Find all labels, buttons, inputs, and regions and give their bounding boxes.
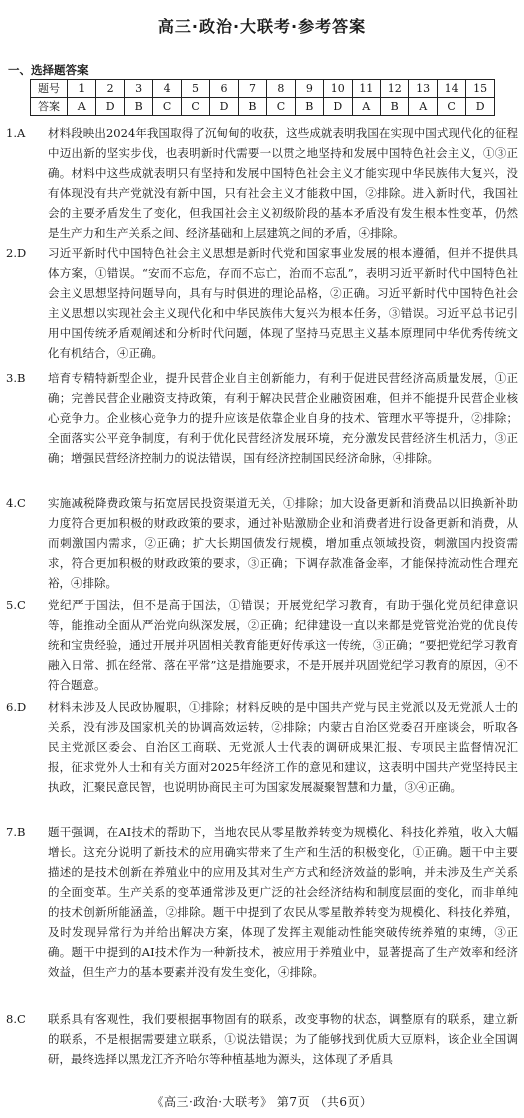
page-footer: 《高三·政治·大联考》 第7页 （共6页） [151, 1095, 373, 1109]
explanation-item [6, 822, 518, 982]
item-text: 材料段映出2024年我国取得了沉甸甸的收获，这些成就表明我国在实现中国式现代化的征程中迈出新的坚实步伐，也表明新时代需要一以贯之地坚持和发展中国特色社会主义，①③正确。材料中这些成就表明只有坚持和发展中国特色社会主义才能实现中华民族伟大复兴，没有体现没有共产党就没有新中国，只有社会主义才能救中国，②排除。进入新时代，我国社会的主要矛盾发生了变化，但我国社会主义初级阶段的基本矛盾没有发生根本性变革，仍然是生产力和生产关系之间、经济基础和上层建筑之间的矛盾，④排除。 [48, 126, 518, 240]
question-number-row [31, 80, 495, 98]
answer-cell: C [181, 98, 209, 116]
answer-cell: D [210, 98, 238, 116]
question-number: 10 [324, 80, 352, 98]
explanation-item [6, 368, 518, 468]
question-number: 7 [238, 80, 266, 98]
explanation-item [6, 123, 518, 243]
item-number: 7.B [6, 825, 26, 839]
question-number: 14 [437, 80, 465, 98]
answer-table [30, 79, 495, 116]
question-number: 8 [267, 80, 295, 98]
item-number: 8.C [6, 1012, 26, 1026]
item-text: 实施减税降费政策与拓宽居民投资渠道无关，①排除；加大设备更新和消费品以旧换新补助力度符合更加积极的财政政策的要求，通过补贴激励企业和消费者进行设备更新和消费，从而刺激国内需求，②正确；扩大长期国债发行规模，增加重点领域投资，刺激国内投资需求，符合更加积极的财政政策的要求，③正确；下调存款准备金率，才能保持流动性合理充裕，④排除。 [48, 496, 518, 590]
answer-cell: D [466, 98, 495, 116]
question-number: 5 [181, 80, 209, 98]
explanation-item [6, 1009, 518, 1089]
question-number: 2 [96, 80, 124, 98]
answer-cell: B [124, 98, 152, 116]
item-number: 4.C [6, 496, 26, 510]
explanation-item [6, 595, 518, 695]
question-number: 3 [124, 80, 152, 98]
answer-cell: A [68, 98, 96, 116]
question-number: 13 [409, 80, 437, 98]
section-heading: 一、选择题答案 [8, 63, 89, 77]
answer-cell: C [153, 98, 181, 116]
item-text: 党纪严于国法，但不是高于国法，①错误；开展党纪学习教育，有助于强化党员纪律意识等，能推动全面从严治党向纵深发展，②正确；纪律建设一直以来都是党管党治党的优良传统和宝贵经验，通过开展并巩固相关教育能更好传承这一传统，③正确；“要把党纪学习教育融入日常、抓在经常、落在平常”这是措施要求，不是开展并巩固党纪学习教育的原因，④不符合题意。 [48, 598, 518, 692]
answer-cell: B [238, 98, 266, 116]
explanation-item [6, 697, 518, 797]
item-number: 1.A [6, 126, 26, 140]
answer-cell: C [267, 98, 295, 116]
answer-cell: B [380, 98, 408, 116]
question-number: 12 [380, 80, 408, 98]
question-number: 4 [153, 80, 181, 98]
answer-cell: C [437, 98, 465, 116]
item-text: 培育专精特新型企业，提升民营企业自主创新能力，有利于促进民营经济高质量发展，①正确；完善民营企业融资支持政策，有利于解决民营企业融资困难，但并不能提升民营企业核心竞争力。企业核心竞争力的提升应该是依靠企业自身的技术、管理水平等提升，②排除；全面落实公平竞争制度，有利于优化民营经济发展环境，充分激发民营经济生机活力，③正确；增强民营经济控制力的说法错误，国有经济控制国民经济命脉，④排除。 [48, 371, 518, 465]
answer-row [31, 98, 495, 116]
row-label-answer: 答案 [31, 98, 68, 116]
question-number: 1 [68, 80, 96, 98]
item-number: 6.D [6, 700, 27, 714]
item-number: 5.C [6, 598, 26, 612]
item-text: 联系具有客观性，我们要根据事物固有的联系，改变事物的状态，调整原有的联系，建立新的联系，不是根据需要建立联系，①说法错误；为了能够找到优质大豆原料，该企业全国调研，最终选择以黑龙江齐齐哈尔等种植基地为源头，这体现了矛盾具 [48, 1012, 518, 1066]
row-label-number: 题号 [31, 80, 68, 98]
item-number: 3.B [6, 371, 26, 385]
question-number: 15 [466, 80, 495, 98]
answer-cell: A [409, 98, 437, 116]
item-text: 习近平新时代中国特色社会主义思想是新时代党和国家事业发展的根本遵循，但并不提供具体方案，①错误。“安而不忘危，存而不忘亡，治而不忘乱”，表明习近平新时代中国特色社会主义思想坚持问题导向，具有与时俱进的理论品格，②正确。习近平新时代中国特色社会主义思想以实现社会主义现代化和中华民族伟大复兴为根本任务，③错误。习近平总书记引用中国传统矛盾观阐述和分析时代问题，体现了坚持马克思主义基本原理同中华优秀传统文化有机结合，④正确。 [48, 246, 518, 360]
item-text: 题干强调，在AI技术的帮助下，当地农民从零星散养转变为规模化、科技化养殖，收入大幅增长。这充分说明了新技术的应用确实带来了生产和生活的积极变化，①正确。题干中主要描述的是技术创新在养殖业中的应用及其对生产方式和经济效益的影响，并未涉及生产关系的全面变革。生产关系的变革通常涉及更广泛的社会经济结构和制度层面的变化，而非单纯的技术创新所能涵盖，②排除。题干中提到了农民从零星散养转变为规模化、科技化养殖，及时发现异常行为并给出解决方案，体现了发挥主观能动性能突破传统养殖的束缚，③正确。题干中提到的AI技术作为一种新技术，被应用于养殖业中，显著提高了生产效率和经济效益，但生产力的基本要素并没有发生变化，④排除。 [48, 825, 518, 979]
item-number: 2.D [6, 246, 27, 260]
question-number: 9 [295, 80, 323, 98]
answer-cell: A [352, 98, 380, 116]
explanation-item [6, 493, 518, 593]
answer-cell: D [324, 98, 352, 116]
answer-cell: D [96, 98, 124, 116]
question-number: 6 [210, 80, 238, 98]
question-number: 11 [352, 80, 380, 98]
page-title: 高三·政治·大联考·参考答案 [157, 17, 367, 36]
item-text: 材料未涉及人民政协履职，①排除；材料反映的是中国共产党与民主党派以及无党派人士的关系，没有涉及国家机关的协调高效运转，②排除；内蒙古自治区党委召开座谈会，听取各民主党派区委会、自治区工商联、无党派人士代表的调研成果汇报、专项民主监督情况汇报，征求党外人士和有关方面对2025年经济工作的意见和建议，这表明中国共产党坚持民主执政，汇聚民意民智，也说明协商民主可为国家发展凝聚智慧和力量，③④正确。 [48, 700, 518, 794]
explanation-item [6, 243, 518, 363]
answer-cell: B [295, 98, 323, 116]
